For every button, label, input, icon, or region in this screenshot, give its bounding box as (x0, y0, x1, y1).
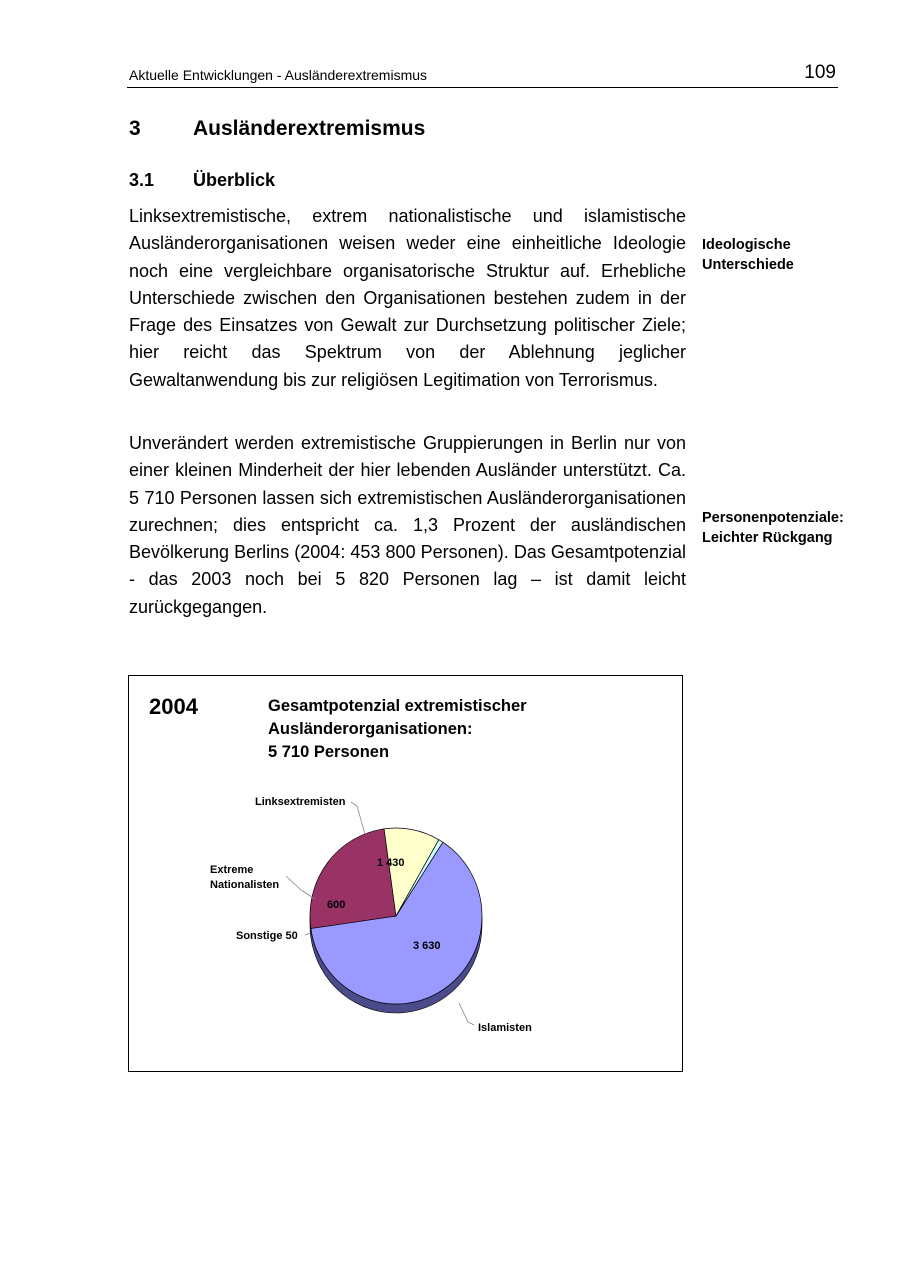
category-label-nationalisten-1: Extreme (210, 864, 254, 876)
slice-value-links: 1 430 (377, 857, 405, 869)
pie-chart (129, 676, 684, 1073)
margin-note-line: Unterschiede (702, 257, 794, 273)
category-label-islamisten: Islamisten (478, 1022, 532, 1034)
leader-line-links (351, 802, 365, 834)
margin-note-ideology (702, 235, 882, 275)
category-label-sonstige: Sonstige 50 (236, 930, 298, 942)
chart-title-line: 5 710 Personen (268, 743, 390, 761)
chart-title-line: Ausländerorganisationen: (268, 720, 473, 738)
header-rule (127, 87, 838, 88)
leader-line-sonstige (305, 933, 311, 935)
margin-note-potential (702, 508, 882, 548)
slice-value-nationalisten: 600 (327, 899, 346, 911)
leader-line-islamisten (459, 1003, 474, 1025)
chart-title-line: Gesamtpotenzial extremistischer (268, 697, 527, 715)
running-header-title: Aktuelle Entwicklungen - Ausländerextremismus (129, 67, 428, 83)
category-label-links: Linksextremisten (255, 796, 346, 808)
category-label-nationalisten-2: Nationalisten (210, 879, 280, 891)
pie-slice-linksextremisten (310, 829, 396, 929)
page-number: 109 (804, 62, 836, 83)
section-number: 3 (129, 117, 141, 140)
margin-note-line: Leichter Rückgang (702, 530, 833, 546)
paragraph-overview: Linksextremistische, extrem nationalistische und islamistische Ausländerorganisationen weisen weder eine einheitliche Ideologie noch eine vergleichbare organisatorische Struktur auf. Erhebliche Unterschiede zwischen den Organisationen bestehen zudem in der Frage des Einsatzes von Gewalt zur Durchsetzung politischer Ziele; hier reicht das Spektrum von der Ablehnung jeglicher Gewaltanwendung bis zur religiösen Legitimation von Terrorismus. (129, 206, 686, 390)
section-title: Ausländerextremismus (193, 117, 426, 140)
slice-value-islamisten: 3 630 (413, 940, 441, 952)
subsection-number: 3.1 (129, 170, 155, 190)
margin-note-line: Ideologische (702, 237, 791, 253)
paragraph-potential: Unverändert werden extremistische Gruppierungen in Berlin nur von einer kleinen Minderheit der hier lebenden Ausländer unterstützt. Ca. 5 710 Personen lassen sich extremistischen Ausländerorganisationen zurechnen; dies entspricht ca. 1,3 Prozent der ausländischen Bevölkerung Berlins (2004: 453 800 Personen). Das Gesamtpotenzial - das 2003 noch bei 5 820 Personen lag – ist damit leicht zurückgegangen. (129, 433, 686, 617)
margin-note-line: Personenpotenziale: (702, 510, 844, 526)
pie-chart-box (128, 675, 683, 1072)
chart-year-label: 2004 (149, 694, 198, 719)
subsection-title: Überblick (193, 170, 276, 190)
leader-line-nationalisten (286, 876, 315, 899)
